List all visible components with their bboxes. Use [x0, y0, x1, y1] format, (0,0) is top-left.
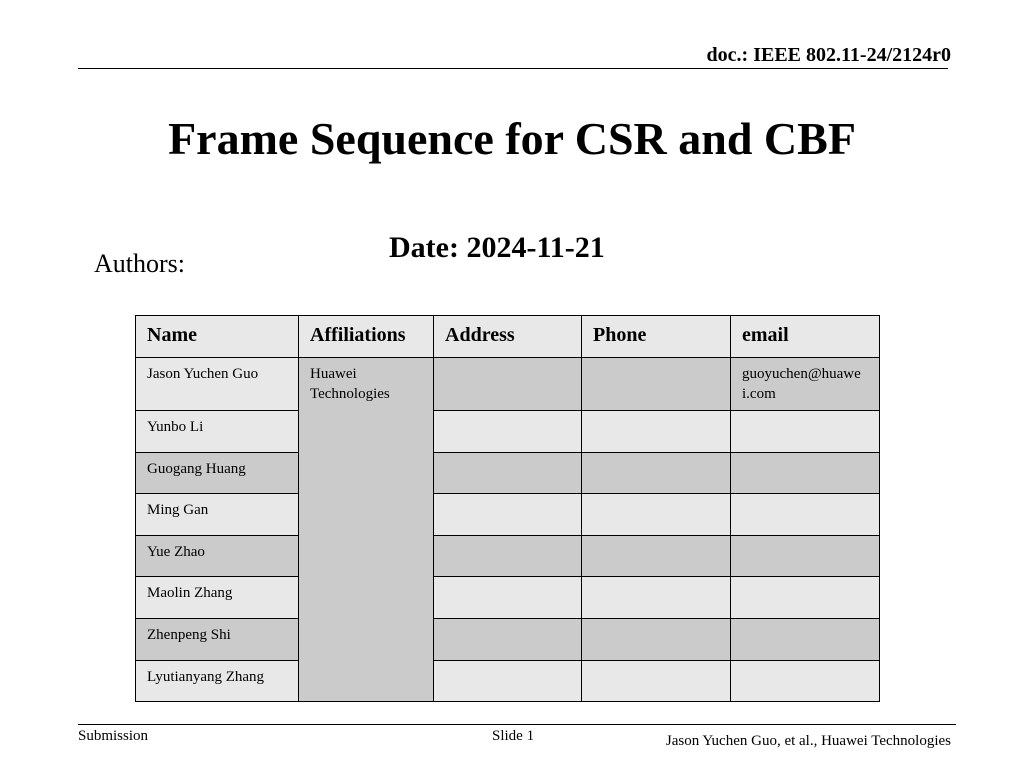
- author-address: [434, 411, 582, 453]
- author-address: [434, 452, 582, 494]
- authors-label: Authors:: [94, 249, 185, 278]
- author-address: [434, 535, 582, 577]
- author-address: [434, 577, 582, 619]
- authors-table: [135, 315, 880, 702]
- author-name: Lyutianyang Zhang: [136, 660, 299, 702]
- table-row: [136, 618, 880, 660]
- column-header-affiliations: Affiliations: [299, 316, 434, 358]
- author-address: [434, 618, 582, 660]
- footer-submission: Submission: [78, 728, 149, 744]
- table-row: [136, 660, 880, 702]
- author-address: [434, 358, 582, 411]
- author-phone: [582, 358, 731, 411]
- author-phone: [582, 660, 731, 702]
- author-email: [731, 494, 880, 536]
- column-header-address: Address: [434, 316, 582, 358]
- doc-id: doc.: IEEE 802.11-24/2124r0: [706, 44, 951, 66]
- author-phone: [582, 577, 731, 619]
- author-email: guoyuchen@huawei.com: [731, 358, 880, 411]
- author-name: Maolin Zhang: [136, 577, 299, 619]
- author-phone: [582, 618, 731, 660]
- table-row: [136, 411, 880, 453]
- table-header-row: [136, 316, 880, 358]
- author-email: [731, 411, 880, 453]
- header-rule: [78, 68, 948, 69]
- author-phone: [582, 452, 731, 494]
- author-affiliation: Huawei Technologies: [299, 358, 434, 702]
- author-address: [434, 494, 582, 536]
- table-row: [136, 452, 880, 494]
- author-name: Yunbo Li: [136, 411, 299, 453]
- column-header-phone: Phone: [582, 316, 731, 358]
- author-name: Guogang Huang: [136, 452, 299, 494]
- footer-rule: [78, 724, 956, 725]
- author-phone: [582, 494, 731, 536]
- table-row: [136, 494, 880, 536]
- slide-date: Date: 2024-11-21: [389, 231, 605, 264]
- author-email: [731, 660, 880, 702]
- author-email: [731, 535, 880, 577]
- author-email: [731, 452, 880, 494]
- author-email: [731, 577, 880, 619]
- slide-title: Frame Sequence for CSR and CBF: [168, 113, 856, 164]
- author-name: Zhenpeng Shi: [136, 618, 299, 660]
- author-phone: [582, 535, 731, 577]
- table-row: [136, 358, 880, 411]
- column-header-name: Name: [136, 316, 299, 358]
- author-name: Ming Gan: [136, 494, 299, 536]
- table-row: [136, 577, 880, 619]
- footer-authors: Jason Yuchen Guo, et al., Huawei Technologies: [665, 733, 951, 749]
- table-row: [136, 535, 880, 577]
- author-phone: [582, 411, 731, 453]
- author-name: Yue Zhao: [136, 535, 299, 577]
- author-email: [731, 618, 880, 660]
- footer-slide-number: Slide 1: [492, 728, 535, 744]
- author-address: [434, 660, 582, 702]
- column-header-email: email: [731, 316, 880, 358]
- author-name: Jason Yuchen Guo: [136, 358, 299, 411]
